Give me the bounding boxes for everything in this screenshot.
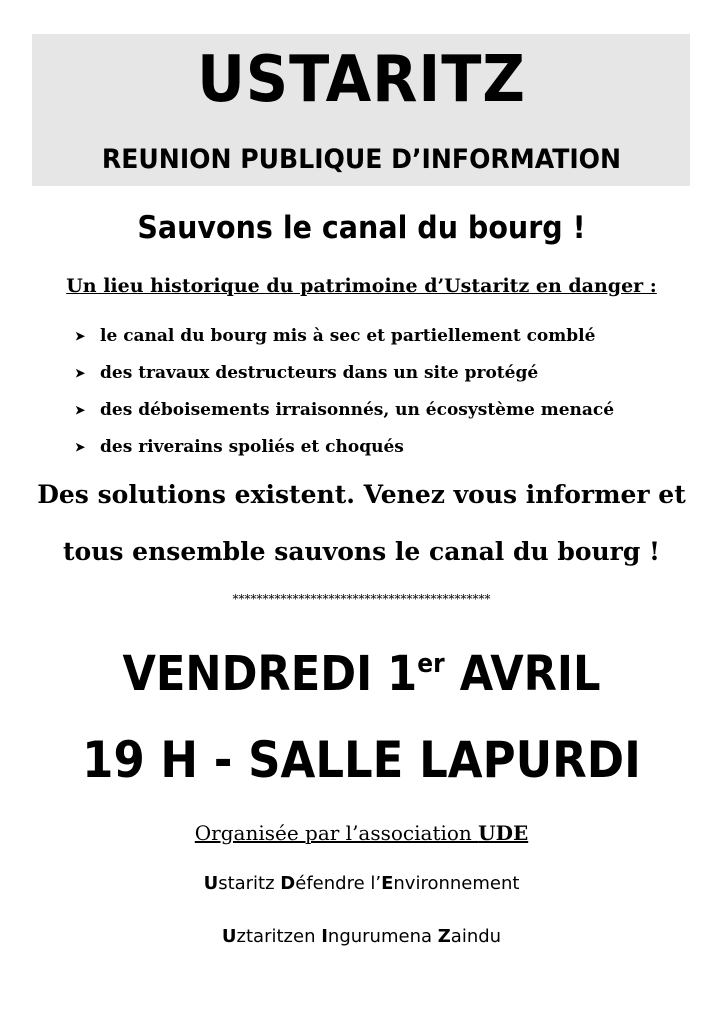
initial-letter: U (221, 926, 237, 947)
list-item-text: des travaux destructeurs dans un site protégé (100, 362, 539, 383)
arrow-bullet-icon: ➤ (75, 439, 86, 454)
event-date (36, 632, 687, 706)
initial-letter: D (280, 873, 296, 894)
list-item-text: le canal du bourg mis à sec et partiellement comblé (100, 325, 596, 346)
call-to-action-line-1: Des solutions existent. Venez vous informer et (37, 480, 686, 509)
event-time-place: 19 H - SALLE LAPURDI (82, 731, 641, 789)
word-rest: nvironnement (393, 873, 520, 894)
arrow-bullet-icon: ➤ (75, 402, 86, 417)
list-item (75, 391, 614, 428)
lead-text: Un lieu historique du patrimoine d’Ustaritz en danger : (66, 275, 657, 297)
list-item (75, 428, 614, 465)
word-rest: aindu (450, 926, 502, 947)
initial-letter: I (321, 926, 328, 947)
list-item (75, 354, 614, 391)
list-item (75, 317, 614, 354)
association-name-eu (0, 924, 723, 950)
initial-letter: E (381, 873, 394, 894)
list-item-text: des déboisements irraisonnés, un écosystème menacé (100, 399, 615, 420)
event-month: AVRIL (444, 646, 601, 702)
slogan: Sauvons le canal du bourg ! (137, 210, 586, 246)
word-rest: staritz (218, 873, 281, 894)
list-item-text: des riverains spoliés et choqués (100, 436, 404, 457)
organizer-name: UDE (478, 821, 529, 845)
organizer-prefix: Organisée par l’association (194, 821, 479, 845)
association-name-fr (0, 871, 723, 897)
separator: ******************************************* (232, 592, 491, 606)
arrow-bullet-icon: ➤ (75, 365, 86, 380)
word-rest: ngurumena (327, 926, 438, 947)
organizer-line (0, 819, 723, 847)
initial-letter: Z (437, 926, 451, 947)
page-title: USTARITZ (197, 43, 526, 117)
bullet-list (75, 317, 614, 465)
event-day: VENDREDI 1 (122, 646, 418, 702)
word-rest: ztaritzen (236, 926, 322, 947)
call-to-action-line-2: tous ensemble sauvons le canal du bourg ! (62, 537, 660, 566)
event-day-suffix: er (417, 649, 445, 679)
word-rest: éfendre l’ (295, 873, 382, 894)
arrow-bullet-icon: ➤ (75, 328, 86, 343)
page-subtitle: REUNION PUBLIQUE D’INFORMATION (101, 144, 622, 175)
initial-letter: U (203, 873, 219, 894)
